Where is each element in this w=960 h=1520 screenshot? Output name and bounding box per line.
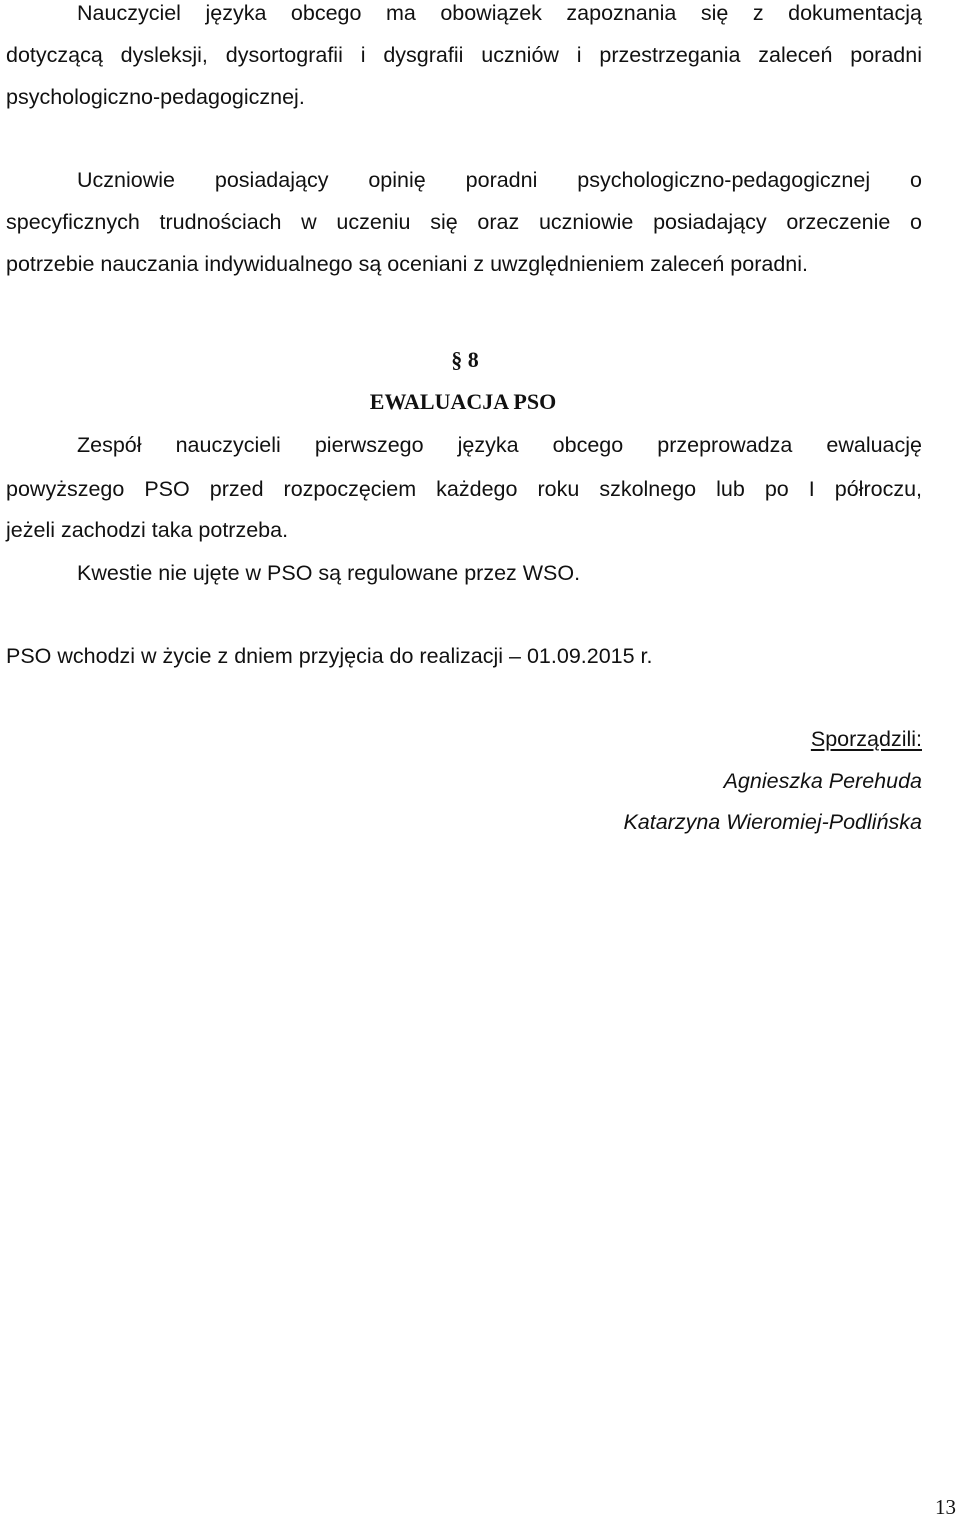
- paragraph1-line1: Nauczyciel języka obcego ma obowiązek zapoznania się z dokumentacją: [77, 1, 922, 25]
- paragraph2-line1: Uczniowie posiadający opinię poradni psychologiczno-pedagogicznej o: [77, 168, 922, 192]
- paragraph1-line2: dotyczącą dysleksji, dysortografii i dysgrafii uczniów i przestrzegania zaleceń poradni: [6, 43, 922, 67]
- signature-author2: Katarzyna Wieromiej-Podlińska: [623, 810, 922, 834]
- paragraph1-line3: psychologiczno-pedagogicznej.: [6, 85, 305, 109]
- paragraph2-line2: specyficznych trudnościach w uczeniu się oraz uczniowie posiadający orzeczenie o: [6, 210, 922, 234]
- signature-author1: Agnieszka Perehuda: [723, 769, 922, 793]
- paragraph2-line3: potrzebie nauczania indywidualnego są oceniani z uwzględnieniem zaleceń poradni.: [6, 252, 808, 276]
- effective-date-line: PSO wchodzi w życie z dniem przyjęcia do realizacji – 01.09.2015 r.: [6, 644, 653, 668]
- section-number: § 8: [451, 347, 479, 372]
- paragraph4: Kwestie nie ujęte w PSO są regulowane przez WSO.: [77, 561, 581, 585]
- paragraph3-line2: powyższego PSO przed rozpoczęciem każdego roku szkolnego lub po I półroczu,: [6, 477, 922, 501]
- page-number: 13: [935, 1495, 956, 1519]
- signatures-label: Sporządzili:: [810, 727, 922, 751]
- paragraph3-line1: Zespół nauczycieli pierwszego języka obcego przeprowadza ewaluację: [77, 433, 922, 457]
- section-title: EWALUACJA PSO: [369, 389, 557, 414]
- paragraph3-line3: jeżeli zachodzi taka potrzeba.: [6, 518, 289, 542]
